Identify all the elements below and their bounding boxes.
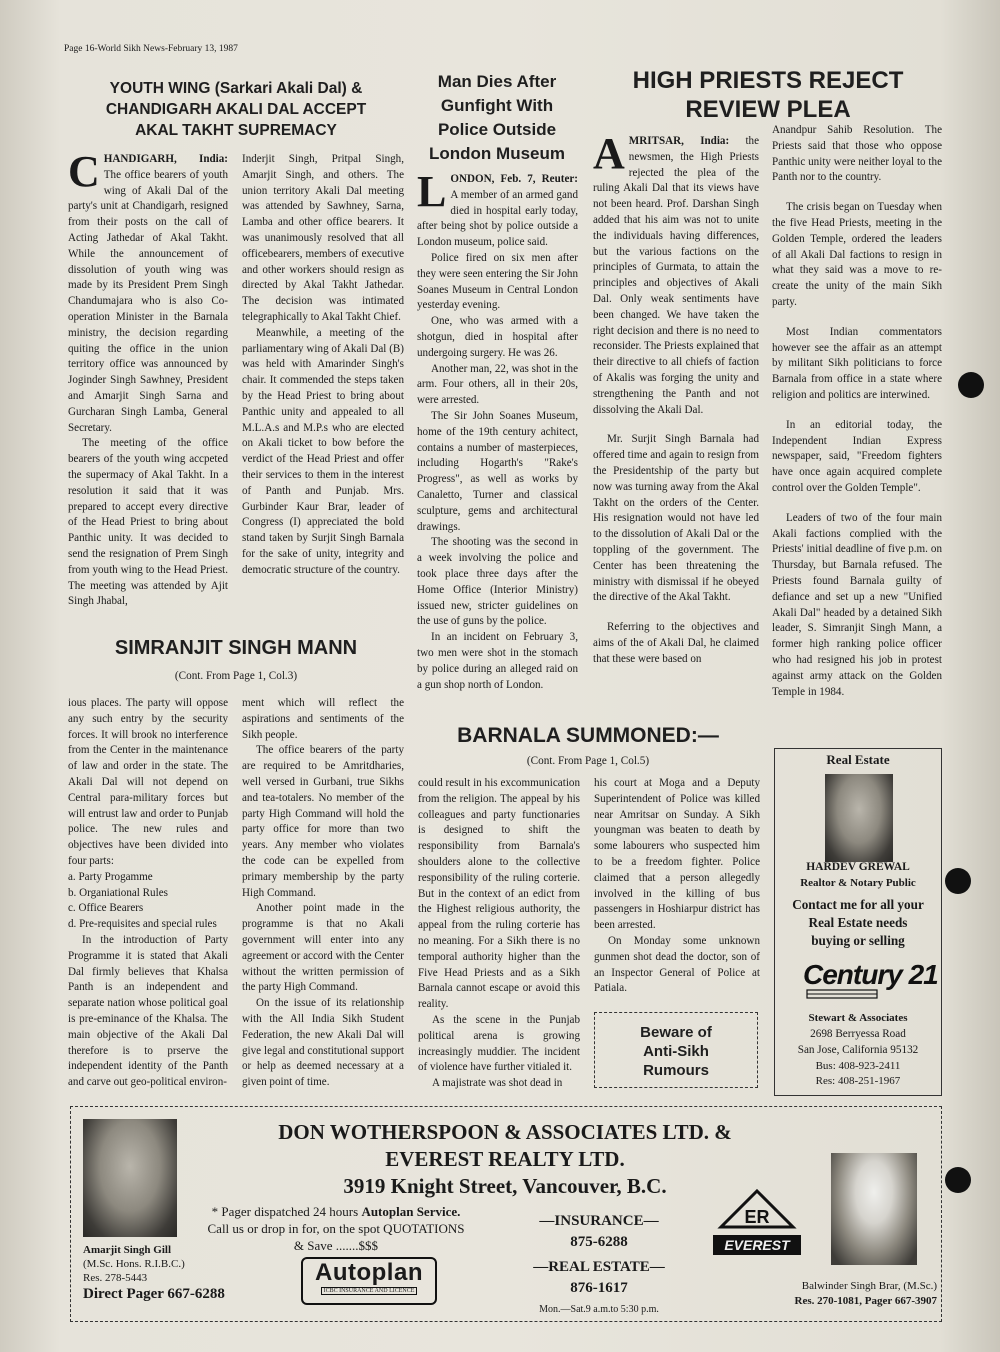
insurance-phone: 875-6288 — [570, 1234, 628, 1250]
right-agent-info — [761, 1279, 937, 1309]
beware-line: Rumours — [643, 1062, 709, 1079]
paragraph: Most Indian commentators however see the affair as an attempt by militant Sikh politicians to force Barnala from office in a state where religion and politics are interwined. — [772, 325, 942, 401]
beware-box — [594, 1012, 758, 1088]
agent-residence: Res. 278-5443 — [83, 1272, 148, 1284]
pager-text: * Pager dispatched 24 hours — [211, 1204, 362, 1219]
paragraph: Mr. Surjit Singh Barnala had offered time and again to resign from the Presidentship of the party but now was turning away from the Akal Takht on the orders of the Center. His resignation would not have led to the dissolution of Akali Dal or the toppling of the government. The Center has been threatening the ministry with dismissal if he obeyed the directive of the Akal Takht. — [593, 433, 759, 604]
autoplan-logo — [301, 1257, 437, 1305]
beware-line: Beware of — [640, 1024, 712, 1041]
paragraph: Another man, 22, was shot in the arm. Four others, all in their 20s, were arrested. — [417, 362, 578, 407]
dateline: MRITSAR, India: — [628, 135, 730, 147]
pitch-line: Real Estate needs — [808, 915, 908, 930]
everest-logo-mark — [709, 1187, 805, 1265]
office-hours: Mon.—Sat.9 a.m.to 5:30 p.m. — [539, 1304, 659, 1315]
mann-col-1 — [68, 696, 228, 1091]
paragraph: Meanwhile, a meeting of the parliamentary wing of Akali Dal (B) was held with Amarinder Singh's chair. It commended the steps taken by the Head Priest to bring about Panthic unity and appealed to all M.L.A.s and M.P.s who are elected on Akali ticket to bow before the verdict of the Head Priest and offer their services to them in the interest of Panth and Punjab. Mrs. Gurbinder Kaur Brar, leader of Congress (I) appreciated the bold stand taken by Surjit Singh Barnala for the sake of unity, integrity and democratic structure of the country. — [242, 326, 404, 576]
ad-address: 3919 Knight Street, Vancouver, B.C. — [343, 1174, 667, 1198]
paragraph: The crisis began on Tuesday when the five Head Priests, meeting in the Golden Temple, ordered the leaders of all Akali Dal factions to resign in what they said was a move to re-create the unity of the main Sikh party. — [772, 201, 942, 308]
mann-col-2 — [242, 696, 404, 1091]
london-body — [417, 167, 578, 693]
paragraph: The Sir John Soanes Museum, home of the 19th century achitect, contains a number of masterpieces, including Hogarth's "Rake's Progress", as well as works by Canaletto, Turner and classical sculpture, gems and architectural drawings. — [417, 409, 578, 533]
agent-name: Balwinder Singh Brar, (M.Sc.) — [801, 1280, 937, 1292]
headline-line: REVIEW PLEA — [685, 96, 851, 123]
agent-pager: Direct Pager 667-6288 — [83, 1286, 225, 1302]
insurance-label: —INSURANCE— — [539, 1213, 659, 1229]
ad-title-line: EVEREST REALTY LTD. — [385, 1147, 625, 1171]
headline-line: AKAL TAKHT SUPREMACY — [135, 122, 337, 139]
portrait-photo — [825, 774, 893, 862]
headline-line: Man Dies After — [437, 72, 557, 91]
realtor-role: Realtor & Notary Public — [800, 877, 916, 889]
save-text: & Save .......$$$ — [293, 1238, 379, 1253]
callus-text: Call us or drop in for, on the spot QUOTATIONS — [207, 1221, 465, 1236]
paragraph: ious places. The party will oppose any such entry by the security forces. It will brook no interference from the Center in the maintenance of law and order in the state. The Akali Dal will not depend on Central para-military forces but will entrust law and order to Punjab police. The new rules and objectives have been divided into four parts: — [68, 697, 228, 867]
agent-credentials: (M.Sc. Hons. R.I.B.C.) — [83, 1258, 185, 1270]
century21-logo-mark — [799, 956, 938, 1004]
paragraph: On Monday some unknown gunmen shot dead the doctor, son of an Inspector General of Police at Patiala. — [594, 934, 760, 995]
headline-line: London Museum — [429, 144, 565, 163]
realestate-phone: 876-1617 — [570, 1280, 628, 1296]
barnala-col-1 — [418, 776, 580, 1092]
dateline: HANDIGARH, India: — [103, 153, 228, 165]
pitch-line: buying or selling — [811, 933, 905, 948]
mann-headline: SIMRANJIT SINGH MANN — [114, 637, 358, 659]
paragraph: could result in his excommunication from the religion. The appeal by his colleagues and party functionaries is designed to shift the responsibility from Barnala's shoulders alone to the collective responsibility of the ruling corterie. But in the context of an edict from the Highest religious authority, the appeal from the ruling corterie has no meaning. For a Sikh there is no temporal authority higher than the Five Head Priests and as a Sikh Barnala cannot escape or avoid this reality. — [418, 777, 580, 1011]
paragraph: his court at Moga and a Deputy Superintendent of Police was killed near Amritsar on Sunday. A Sikh youngman was beaten to death by some labourers who suspected him to be a freedom fighter. Police claimed that a person allegedly involved in the killing of bus passengers in Hoshiarpur district has been arrested. — [594, 777, 760, 932]
youth-col-1 — [68, 147, 228, 610]
dateline: ONDON, Feb. 7, Reuter: — [450, 173, 578, 185]
binder-hole — [945, 868, 971, 894]
logo-banner-text: EVEREST — [724, 1237, 790, 1253]
headline-line: YOUTH WING (Sarkari Akali Dal) & — [109, 80, 363, 97]
paragraph: The shooting was the second in a week involving the police and took place three days after the Home Office (Interior Ministry) issued new, stricter guidelines on the use of guns by the police. — [417, 536, 578, 628]
continued-note: (Cont. From Page 1, Col.5) — [526, 755, 650, 767]
residence-phone: Res: 408-251-1967 — [815, 1075, 901, 1087]
paragraph: In the introduction of Party Programme it is stated that Akali Dal firmly believes that Khalsa Panth is an independent and separate nation whose political goal is pre-eminance of the Khalsa. The main objective of the Akali Dal therefore is to prserve the independent identity of the Panth and carve out geo-political environ- — [68, 933, 228, 1089]
barnala-headline: BARNALA SUMMONED:— — [457, 724, 719, 747]
headline-line: Gunfight With — [440, 96, 554, 115]
realestate-label: —REAL ESTATE— — [533, 1259, 665, 1275]
paragraph: In an incident on February 3, two men were shot in the stomach by police during an alleged raid on a gun shop north of London. — [417, 631, 578, 691]
paragraph: In an editorial today, the Independent Indian Express newspaper, said, "Freedom fighters have once again acquired complete control over the Golden Temple". — [772, 418, 942, 494]
headline-line: CHANDIGARH AKALI DAL ACCEPT — [105, 101, 367, 118]
paragraph: A member of an armed gand died in hospital early today, after being shot by police outside a London museum, police said. — [417, 188, 578, 249]
agent-name: Amarjit Singh Gill — [83, 1244, 172, 1256]
ad-title-line: DON WOTHERSPOON & ASSOCIATES LTD. & — [278, 1120, 732, 1144]
realtor-name: HARDEV GREWAL — [806, 861, 910, 873]
insurance-ad — [70, 1106, 942, 1322]
paragraph: A majistrate was shot dead in — [432, 1077, 563, 1090]
pager-brand: Autoplan Service. — [361, 1204, 461, 1219]
list-item: d. Pre-requisites and special rules — [68, 918, 217, 931]
century21-logo — [799, 956, 938, 1004]
paragraph: Inderjit Singh, Pritpal Singh, Amarjit Singh, and others. The union territory Akali Dal meeting was attended by Sawhney, Sarna, Lamba and other office bearers. It was unanimously resolved that all officebearers, members of executive and other workers should resign as directed by Akal Takht Jathedar. The decision was intimated telegraphically to Akal Takht Chief. — [242, 153, 404, 323]
autoplan-logo-text: Autoplan — [315, 1259, 423, 1286]
paragraph: Another point made in the programme is that no Akali government will enter into any agreement or accord with the Center without the written permission of the party High Command. — [242, 902, 404, 994]
paragraph: Police fired on six men after they were seen entering the Sir John Soanes Museum in Central London yesterday evening. — [417, 251, 578, 312]
ad-pitch — [775, 896, 941, 950]
priests-col-2 — [772, 123, 942, 700]
priests-headline — [592, 66, 944, 124]
list-item: b. Organiational Rules — [68, 886, 168, 899]
dropcap: A — [593, 129, 625, 178]
headline-line: HIGH PRIESTS REJECT — [632, 67, 904, 94]
continued-note: (Cont. From Page 1, Col.3) — [174, 670, 298, 682]
paragraph: The office bearers of youth wing of Akali Dal of the party's unit at Chandigarh, resigned from their posts on the call of Acting Jathedar of Akal Takht. While the announcement of dissolution of youth wing was made by its President Prem Singh Chandumajara who is also Co-operation Minister in the Barnala ministry, the decision regarding quiting the office in the union territory office was announced by Joginder Singh Sawhney, President and Amarjit Singh Sarna and Gurcharan Singh Lamba, General Secretary. — [68, 168, 228, 434]
youth-headline — [68, 78, 404, 141]
company-name: Stewart & Associates — [808, 1012, 908, 1024]
binder-hole — [945, 1167, 971, 1193]
paragraph: ment which will reflect the aspirations and sentiments of the Sikh people. — [242, 697, 404, 741]
address-line: San Jose, California 95132 — [797, 1044, 919, 1056]
barnala-col-2 — [594, 776, 760, 997]
list-item: a. Party Progamme — [68, 870, 153, 883]
address-line: 2698 Berryessa Road — [810, 1028, 906, 1040]
page-folio: Page 16-World Sikh News-February 13, 1987 — [64, 44, 238, 54]
paragraph: Referring to the objectives and aims of the of Akali Dal, he claimed that these were based on — [593, 621, 759, 665]
autoplan-logo-sub: ICBC INSURANCE AND LICENCE — [321, 1287, 417, 1295]
headline-line: Police Outside — [437, 120, 557, 139]
paragraph: One, who was armed with a shotgun, died in hospital after undergoing surgery. He was 26. — [417, 315, 578, 359]
ad-title: Real Estate — [826, 752, 890, 767]
paragraph: Anandpur Sahib Resolution. The Priests said that those who oppose Panthic unity were neither loyal to the Panth nor to the country. — [772, 124, 942, 184]
binder-hole — [958, 372, 984, 398]
dropcap: C — [68, 147, 100, 196]
dropcap: L — [417, 167, 447, 216]
list-item: c. Office Bearers — [68, 902, 144, 915]
agent-contact: Res. 270-1081, Pager 667-3907 — [794, 1295, 937, 1307]
london-headline — [414, 70, 580, 166]
century21-logo-text: Century 21 — [803, 959, 938, 990]
realestate-ad — [774, 748, 942, 1096]
everest-logo — [709, 1187, 805, 1265]
logo-er-mark: ER — [744, 1207, 770, 1227]
ad-heading — [71, 1119, 939, 1200]
youth-col-2 — [242, 152, 404, 579]
paragraph: On the issue of its relationship with the All India Sikh Student Federation, the new Akali Dal will give legal and constitutional support or help as deemed necessary at a given point of time. — [242, 997, 404, 1089]
priests-col-1 — [593, 129, 759, 668]
business-phone: Bus: 408-923-2411 — [815, 1060, 901, 1072]
beware-line: Anti-Sikh — [643, 1043, 709, 1060]
paragraph: The meeting of the office bearers of the youth wing accpeted the supermacy of Akal Takht. In a resolution it said that it was prepared to accept every directive of the Head Priest to bring about Panthic unity. It was decided to send the resignation of Prem Singh from youth wing to the Head Priest. The meeting was attended by Ajit Singh Jhabal, — [68, 437, 228, 608]
paragraph: the newsmen, the High Priests rejected the plea of the ruling Akali Dal that its views have not been heard. Prof. Darshan Singh added that his aim was not to unite the individuals having differences, but the various factions on the principles of Gurmata, to attain the principles and objectives of Akali Dal. Only weak sentiments have been changed. We have taken the right decision and there is no need to reconsider. The Priests explained that their directive to all chiefs of faction of Akalis was forging the unity and strengthening the Panth and not dissolving the Akali Dal. — [593, 135, 759, 416]
paragraph: Leaders of two of the four main Akali factions complied with the Priests' initial deadline of five p.m. on Thursday, but Barnala refused. The Priests found Barnala guilty of defiance and set up a new "Unified Akali Dal" headed by a detained Sikh leader, S. Simranjit Singh Mann, a former high ranking police officer who had resigned his job in protest against army attack on the Golden Temple in 1984. — [772, 511, 942, 698]
pitch-line: Contact me for all your — [792, 897, 924, 912]
left-agent-info — [83, 1243, 283, 1304]
paragraph: The office bearers of the party are required to be Amritdharies, well versed in Gurbani, true Sikhs and tea-totalers. No member of the party High Command will hold the party office for more than two years. Any member who violates the code can be expelled from primary membership by the party High Command. — [242, 744, 404, 899]
paragraph: As the scene in the Punjab political arena is growing increasingly muddier. The incident of violence have further vitialed it. — [418, 1013, 580, 1074]
ad-phones — [511, 1211, 687, 1320]
